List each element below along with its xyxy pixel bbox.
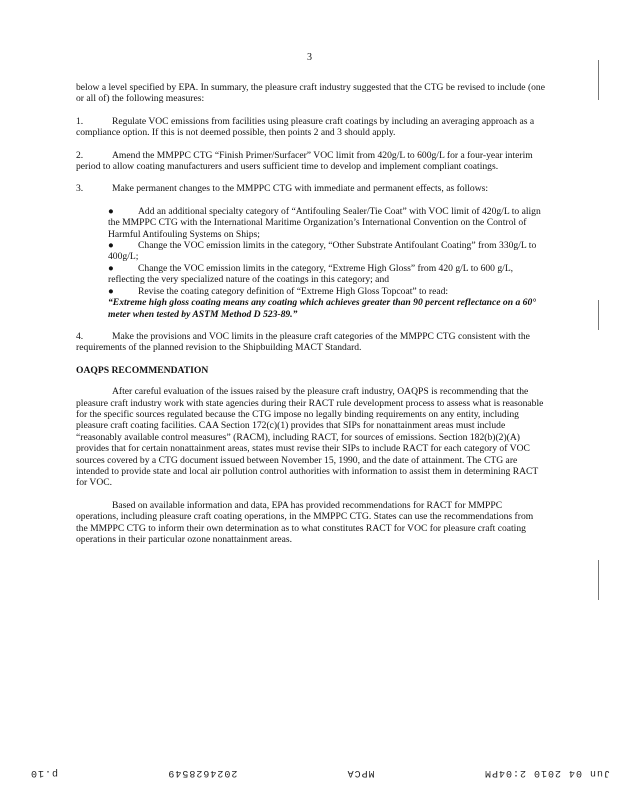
- scan-edge-mark: [598, 300, 599, 330]
- measure-number: 3.: [76, 183, 84, 195]
- fax-page: p.10: [30, 767, 59, 779]
- scan-edge-mark: [598, 560, 599, 600]
- bullet-text: Revise the coating category definition of “Extreme High Gloss Topcoat” to read:: [138, 285, 449, 297]
- bullet-text: Add an additional specialty category of “Antifouling Sealer/Tie Coat” with VOC limit of 420g/L to align the MMPPC CTG with the International Maritime Organization’s International Convention on the Control of Harmful Antifouling Systems on Ships;: [108, 205, 541, 240]
- definition-text: “Extreme high gloss coating means any coating which achieves greater than 90 percent reflectance on a 60° meter when tested by ASTM Method D 523-89.”: [108, 297, 537, 320]
- measure-text: Amend the MMPPC CTG “Finish Primer/Surfacer” VOC limit from 420g/L to 600g/L for a four-year interim period to allow coating manufacturers and users sufficient time to develop and implement compliant coatings.: [76, 149, 533, 173]
- bullet-icon: ●: [108, 285, 114, 297]
- measure-number: 2.: [76, 149, 84, 161]
- measure-text: Regulate VOC emissions from facilities using pleasure craft coatings by including an averaging approach as a compliance option. If this is not deemed possible, then points 2 and 3 should apply.: [76, 115, 535, 139]
- bullet-icon: ●: [108, 262, 114, 274]
- measure-1: [76, 116, 546, 139]
- bullet-list: [76, 206, 546, 320]
- measure-text: Make the provisions and VOC limits in the pleasure craft categories of the MMPPC CTG consistent with the requirements of the planned revision to the Shipbuilding MACT Standard.: [76, 330, 530, 354]
- bullet-item: [108, 263, 546, 286]
- bullet-text: Change the VOC emission limits in the category, “Other Substrate Antifoulant Coating” from 330g/L to 400g/L;: [108, 240, 537, 263]
- measure-3: [76, 183, 546, 194]
- bullet-icon: ●: [108, 205, 114, 217]
- scan-edge-mark: [598, 60, 599, 100]
- bullet-item: [108, 286, 546, 320]
- bullet-icon: ●: [108, 240, 114, 252]
- bullet-text: Change the VOC emission limits in the category, “Extreme High Gloss” from 420 g/L to 600 g/L, reflecting the very specialized nature of the coatings in this category; and: [108, 262, 514, 286]
- fax-date: Jun 04 2010 2:04PM: [483, 767, 610, 779]
- page-number: 3: [307, 52, 312, 63]
- recommendation-paragraph-1: After careful evaluation of the issues raised by the pleasure craft industry, OAQPS is recommending that the pleasure craft industry work with state agencies during their RACT rule development process to assess what is reasonable for the specific sources regulated because the CTG impose no legally binding requirements on any entity, including pleasure craft coating facilities. CAA Section 172(c)(1) provides that SIPs for nonattainment areas must include “reasonably available control measures” (RACM), including RACT, for sources of emissions. Section 182(b)(2)(A) provides that for certain nonattainment areas, states must revise their SIPs to include RACT for each category of VOC sources covered by a CTG document issued between November 15, 1990, and the date of attainment. The CTG are intended to provide state and local air pollution control authorities with information to assist them in determining RACT for VOC.: [76, 386, 544, 489]
- recommendation-paragraph-2: Based on available information and data, EPA has provided recommendations for RACT for MMPPC operations, including pleasure craft coating operations, in the MMPPC CTG. States can use the recommendations from the MMPPC CTG to inform their own determination as to what constitutes RACT for VOC for pleasure craft coating operations in their particular ozone nonattainment areas.: [76, 499, 534, 545]
- section-heading: OAQPS RECOMMENDATION: [76, 364, 209, 376]
- document-body: [76, 82, 546, 556]
- bullet-item: [108, 240, 546, 263]
- measure-number: 1.: [76, 115, 84, 127]
- intro-paragraph: below a level specified by EPA. In summary, the pleasure craft industry suggested that the CTG be revised to include (one or all of) the following measures:: [76, 82, 545, 105]
- fax-number: 2024628549: [167, 767, 238, 779]
- measure-2: [76, 150, 546, 173]
- fax-sender: MPCA: [346, 767, 375, 779]
- bullet-item: [108, 206, 546, 240]
- measure-text: Make permanent changes to the MMPPC CTG with immediate and permanent effects, as follows:: [112, 183, 489, 195]
- measure-4: [76, 331, 546, 354]
- fax-header-strip: [30, 766, 610, 780]
- measure-number: 4.: [76, 330, 84, 342]
